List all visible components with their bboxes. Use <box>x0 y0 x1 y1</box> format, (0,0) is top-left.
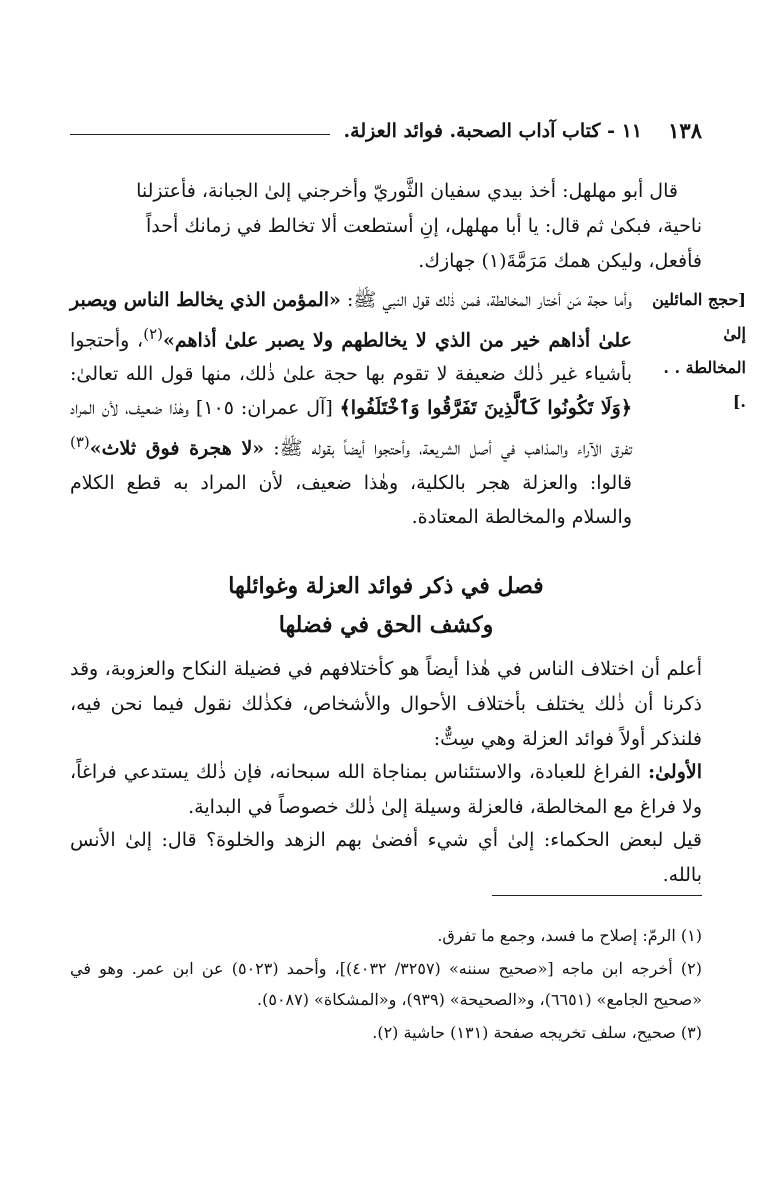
section-heading-line1: فصل في ذكر فوائد العزلة وغوائلها <box>228 573 544 599</box>
margin-note-line: المخالطة . . .] <box>663 358 746 411</box>
text-run: وأما حجة مَن أختار المخالطة، فمن ذٰلك قول النبي ﷺ: <box>340 289 632 311</box>
footnote-number: (١) <box>680 926 702 945</box>
paragraph-intro: أعلم أن اختلاف الناس في هٰذا أيضاً هو كأختلافهم في فضيلة النكاح والعزوبة، وقد ذكرنا أن ذٰلك يختلف بأختلاف الأحوال والأشخاص، فكذٰلك نقول فيما نحن فيه، فلنذكر أولاً فوائد العزلة وهي سِتٌّ: <box>70 658 702 750</box>
footnote-ref: (٣) <box>70 433 90 452</box>
paragraph-line: قال أبو مهلهل: أخذ بيدي سفيان الثَّوريّ وأخرجني إلىٰ الجبانة، فأعتزلنا <box>136 180 678 202</box>
page-number: ١٣٨ <box>668 118 702 143</box>
footnote-rule <box>492 895 702 896</box>
text-run: الفراغ للعبادة، والاستئناس بمناجاة الله سبحانه، فإن ذٰلك يستدعي فراغاً، ولا فراغ مع المخالطة، فالعزلة وسيلة إلىٰ ذٰلك خصوصاً في البداية. <box>70 761 702 818</box>
margin-note-line: إلىٰ <box>723 324 746 343</box>
footnotes <box>70 920 702 1050</box>
section-heading-line2: وكشف الحق في فضلها <box>278 612 494 638</box>
hadith-quote: «لا هجرة فوق ثلاث» <box>89 437 265 460</box>
page-header <box>70 118 702 146</box>
quran-verse: ﴿وَلَا تَكُونُوا كَٱلَّذِينَ تَفَرَّقُوا وَٱخْتَلَفُوا﴾ <box>339 397 632 420</box>
footnote <box>70 920 702 951</box>
footnote-text: الرمّ: إصلاح ما فسد، وجمع ما تفرق. <box>437 926 676 945</box>
footnote <box>70 953 702 1015</box>
text-run: [آل عمران: ١٠٥] وهٰذا ضعيف، لأن المراد تفرق الآراء والمذاهب في أصل الشريعة، وأحتجوا أيضاً بقوله ﷺ: <box>70 397 632 460</box>
paragraph-first-benefit <box>70 755 702 825</box>
footnote <box>70 1017 702 1048</box>
paragraph-arguments <box>70 283 702 534</box>
text-run: قالوا: والعزلة هجر بالكلية، وهٰذا ضعيف، لأن المراد به قطع الكلام والسلام والمخالطة المعتادة. <box>70 471 632 528</box>
list-lead: الأولىٰ: <box>648 761 702 783</box>
paragraph-line: فأفعل، وليكن همك مَرَمَّةَ(١) جهازك. <box>418 250 702 272</box>
arguments-section <box>70 283 746 534</box>
footnote-ref: (٢) <box>143 325 163 343</box>
footnote-number: (٣) <box>680 1023 702 1042</box>
footnote-text: أخرجه ابن ماجه [«صحيح سننه» (٣٢٥٧/ ٤٠٣٢)]، وأحمد (٥٠٢٣) عن ابن عمر. وهو في «صحيح الجامع» (٦٦٥١)، و«الصحيحة» (٩٣٩)، و«المشكاة» (٥٠٨٧). <box>70 959 702 1009</box>
running-title: ١١ - كتاب آداب الصحبة. فوائد العزلة. <box>343 120 642 142</box>
paragraph-line: ناحية، فبكىٰ ثم قال: يا أبا مهلهل، إنِ أستطعت ألا تخالط في زمانك أحداً <box>146 215 702 237</box>
hadith-quote: «المؤمن الذي يخالط الناس ويصبر علىٰ أذاهم خير من الذي لا يخالطهم ولا يصبر علىٰ أذاهم» <box>70 289 633 352</box>
margin-note-line: [حجج المائلين <box>652 290 746 309</box>
paragraph-wise-saying: قيل لبعض الحكماء: إلىٰ أي شيء أفضىٰ بهم الزهد والخلوة؟ قال: إلىٰ الأنس بالله. <box>70 829 702 886</box>
footnote-text: صحيح، سلف تخريجه صفحة (١٣١) حاشية (٢). <box>372 1023 676 1042</box>
text-run: ، وأحتجوا بأشياء غير ذٰلك ضعيفة لا تقوم بها حجة علىٰ ذٰلك، منها قول الله تعالىٰ: <box>70 329 632 386</box>
footnote-number: (٢) <box>680 959 702 978</box>
margin-note <box>650 283 746 419</box>
paragraph-abu-muhalhal <box>70 174 702 279</box>
header-rule <box>70 134 330 135</box>
